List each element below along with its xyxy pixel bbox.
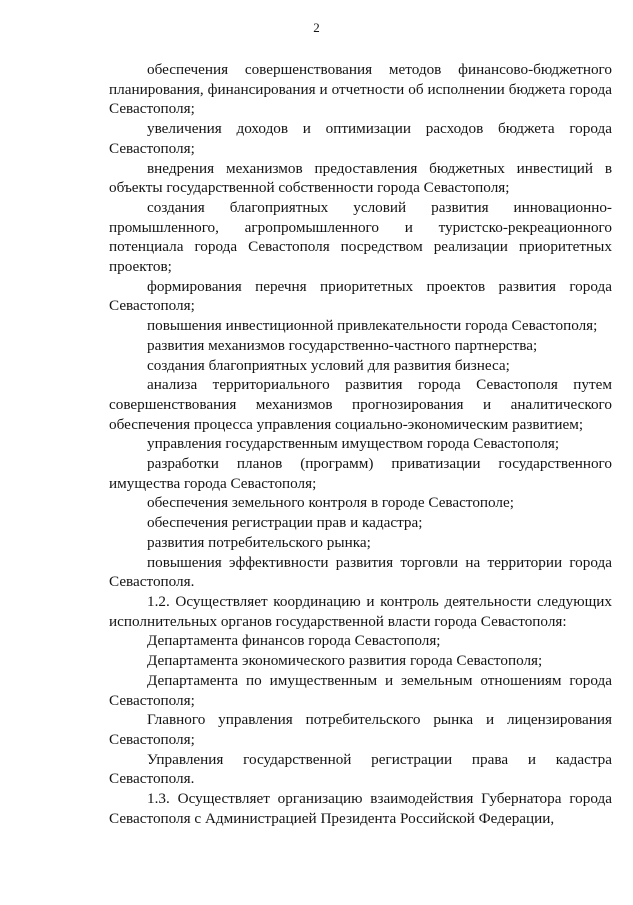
paragraph: увеличения доходов и оптимизации расходов бюджета города Севастополя; xyxy=(109,120,612,157)
section-paragraph: 1.3. Осуществляет организацию взаимодействия Губернатора города Севастополя с Администрацией Президента Российской Федерации, xyxy=(109,790,612,827)
paragraph: развития механизмов государственно-частного партнерства; xyxy=(147,336,538,354)
paragraph: развития потребительского рынка; xyxy=(147,533,371,551)
paragraph: создания благоприятных условий развития инновационно-промышленного, агропромышленного и туристско-рекреационного потенциала города Севастополя посредством реализации приоритетных проектов; xyxy=(109,198,612,276)
paragraph: повышения эффективности развития торговли на территории города Севастополя. xyxy=(109,553,612,591)
paragraph: создания благоприятных условий для развития бизнеса; xyxy=(147,356,510,374)
paragraph: Департамента по имущественным и земельным отношениям города Севастополя; xyxy=(109,671,612,709)
paragraph: обеспечения совершенствования методов финансово-бюджетного планирования, финансирования и отчетности об исполнении бюджета города Севастополя; xyxy=(109,61,612,118)
paragraph: Управления государственной регистрации права и кадастра Севастополя. xyxy=(109,750,612,788)
document-body xyxy=(109,60,612,828)
paragraph: внедрения механизмов предоставления бюджетных инвестиций в объекты государственной собственности города Севастополя; xyxy=(109,159,612,197)
paragraph: Департамента финансов города Севастополя; xyxy=(147,632,441,650)
paragraph: управления государственным имуществом города Севастополя; xyxy=(147,435,560,453)
paragraph: анализа территориального развития города Севастополя путем совершенствования механизмов прогнозирования и аналитического обеспечения процесса управления социально-экономическим развитием; xyxy=(109,376,612,433)
paragraph: разработки планов (программ) приватизации государственного имущества города Севастополя; xyxy=(109,455,612,492)
paragraph: Департамента экономического развития города Севастополя; xyxy=(147,652,543,670)
paragraph: Главного управления потребительского рынка и лицензирования Севастополя; xyxy=(109,711,612,748)
paragraph: повышения инвестиционной привлекательности города Севастополя; xyxy=(147,317,598,335)
paragraph: формирования перечня приоритетных проектов развития города Севастополя; xyxy=(109,277,612,315)
paragraph: обеспечения земельного контроля в городе Севастополе; xyxy=(147,494,514,512)
section-paragraph: 1.2. Осуществляет координацию и контроль деятельности следующих исполнительных органов государственной власти города Севастополя: xyxy=(109,592,612,630)
paragraph: обеспечения регистрации прав и кадастра; xyxy=(147,514,423,532)
page-number: 2 xyxy=(313,20,320,35)
